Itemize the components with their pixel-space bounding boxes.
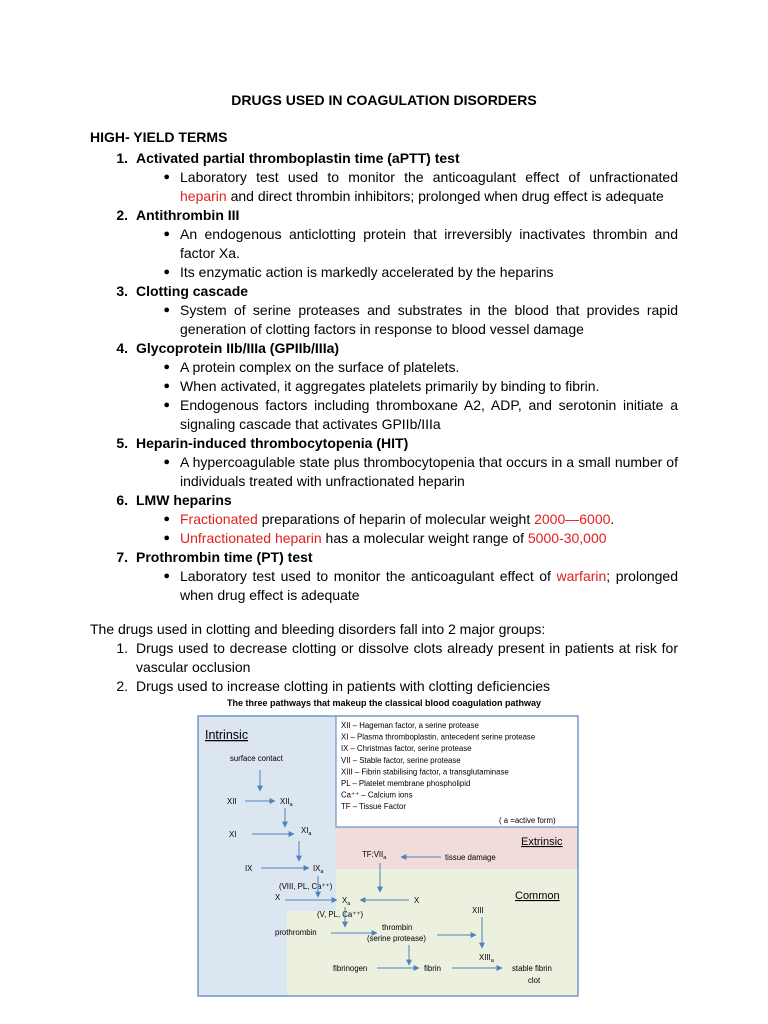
term-heading: [90, 282, 678, 301]
bullet-item: [90, 263, 678, 282]
group-text: Drugs used to increase clotting in patients with clotting deficiencies: [136, 678, 550, 694]
section-heading: HIGH- YIELD TERMS: [90, 129, 228, 145]
label-x-left: X: [275, 893, 281, 902]
group-number: 1.: [116, 640, 128, 656]
label-fibrin: fibrin: [424, 964, 441, 973]
highlighted-term: warfarin: [556, 568, 607, 584]
label-xa: $X_a$: [342, 896, 351, 907]
bullet-text: [180, 225, 678, 263]
term-heading: [90, 491, 678, 510]
label-x-right: X: [414, 896, 420, 905]
bullet-text: [180, 168, 678, 206]
bullet-dot-icon: ●: [163, 228, 170, 240]
bullet-dot-icon: ●: [163, 266, 170, 278]
legend-line: XIII – Fibrin stabilising factor, a transglutaminase: [341, 767, 509, 777]
label-xiii: XIII: [472, 906, 484, 915]
legend-line: VII – Stable factor, serine protease: [341, 755, 461, 765]
bullet-segment: has a molecular weight range of: [321, 530, 528, 546]
label-ixa: $IX_a$: [313, 864, 324, 875]
label-surface-contact: surface contact: [230, 754, 283, 763]
page-title: DRUGS USED IN COAGULATION DISORDERS: [231, 92, 537, 108]
term-item: [90, 434, 678, 491]
bullet-item: [90, 396, 678, 434]
term-item: [90, 548, 678, 605]
term-item: [90, 339, 678, 434]
bullet-dot-icon: ●: [163, 570, 170, 582]
bullet-item: [90, 301, 678, 339]
label-prothrombin: prothrombin: [275, 928, 317, 937]
bullet-item: [90, 529, 678, 548]
groups-list: [90, 639, 678, 696]
bullet-dot-icon: ●: [163, 380, 170, 392]
legend-line: IX – Christmas factor, serine protease: [341, 744, 472, 754]
bullet-dot-icon: ●: [163, 456, 170, 468]
bullet-text: [180, 567, 678, 605]
bullet-item: [90, 358, 678, 377]
bullet-dot-icon: ●: [163, 304, 170, 316]
bullet-segment: preparations of heparin of molecular weight: [257, 511, 535, 527]
bullet-dot-icon: ●: [163, 532, 170, 544]
term-bullets: [90, 453, 678, 491]
term-heading: [90, 149, 678, 168]
highlighted-term: heparin: [180, 188, 227, 204]
bullet-segment: ; prolonged when drug effect is adequate: [180, 568, 679, 603]
term-title-text: Prothrombin time (PT) test: [136, 549, 313, 565]
term-item: [90, 491, 678, 548]
label-v-pl-ca: (V, PL, Ca⁺⁺): [317, 910, 364, 919]
group-item: [90, 639, 678, 677]
term-item: [90, 149, 678, 206]
bullet-item: [90, 510, 678, 529]
label-xi: XI: [229, 830, 237, 839]
term-heading: [90, 339, 678, 358]
term-number: 6.: [116, 492, 128, 508]
bullet-dot-icon: ●: [163, 399, 170, 411]
bullet-item: [90, 225, 678, 263]
bullet-text: [180, 510, 678, 529]
bullet-segment: When activated, it aggregates platelets primarily by binding to fibrin.: [180, 378, 600, 394]
label-viii-pl-ca: (VIII, PL, Ca⁺⁺): [279, 882, 333, 891]
bullet-segment: An endogenous anticlotting protein that irreversibly inactivates thrombin and factor Xa.: [180, 226, 678, 261]
label-tf-vii: $TF:VII_a$: [362, 850, 387, 861]
bullet-item: [90, 377, 678, 396]
term-number: 3.: [116, 283, 128, 299]
term-number: 2.: [116, 207, 128, 223]
highlighted-term: Unfractionated heparin: [180, 530, 322, 546]
bullet-text: [180, 263, 678, 282]
highlighted-term: Fractionated: [180, 511, 258, 527]
term-number: 4.: [116, 340, 128, 356]
bullet-segment: and direct thrombin inhibitors; prolonged when drug effect is adequate: [226, 188, 664, 204]
bullet-segment: A protein complex on the surface of platelets.: [180, 359, 460, 375]
label-thrombin: thrombin: [382, 923, 413, 932]
legend-line: Ca⁺⁺ – Calcium ions: [341, 790, 413, 800]
bullet-segment: A hypercoagulable state plus thrombocytopenia that occurs in a small number of individuals treated with unfractionated heparin: [180, 454, 678, 489]
legend-note: ( a =active form): [499, 816, 556, 825]
term-bullets: [90, 301, 678, 339]
term-bullets: [90, 225, 678, 282]
label-stable-fibrin: stable fibrin: [512, 964, 552, 973]
term-number: 1.: [116, 150, 128, 166]
label-xiiia: $XIII_a$: [479, 953, 494, 964]
bullet-segment: Laboratory test used to monitor the anticoagulant effect of unfractionated: [180, 169, 678, 185]
term-bullets: [90, 510, 678, 548]
bullet-item: [90, 567, 678, 605]
bullet-text: [180, 377, 678, 396]
term-heading: [90, 548, 678, 567]
label-tissue-damage: tissue damage: [445, 853, 496, 862]
term-title-text: LMW heparins: [136, 492, 232, 508]
bullet-text: [180, 396, 678, 434]
extrinsic-region: [336, 827, 578, 869]
bullet-segment: Endogenous factors including thromboxane A2, ADP, and serotonin initiate a signaling cascade that activates GPIIb/IIIa: [180, 397, 678, 432]
term-item: [90, 282, 678, 339]
term-title-text: Activated partial thromboplastin time (aPTT) test: [136, 150, 460, 166]
bullet-segment: Its enzymatic action is markedly accelerated by the heparins: [180, 264, 554, 280]
bullet-text: [180, 301, 678, 339]
terms-list: [90, 149, 678, 605]
coagulation-diagram: [197, 715, 579, 997]
legend-line: PL – Platelet membrane phospholipid: [341, 779, 471, 788]
term-title-text: Heparin-induced thrombocytopenia (HIT): [136, 435, 409, 451]
bullet-text: [180, 453, 678, 491]
label-xiia: $XII_a$: [280, 797, 293, 808]
label-ix: IX: [245, 864, 253, 873]
legend-line: XII – Hageman factor, a serine protease: [341, 721, 479, 730]
label-fibrinogen: fibrinogen: [333, 964, 368, 973]
label-serine-protease: (serine protease): [367, 934, 426, 943]
intrinsic-heading: Intrinsic: [205, 728, 249, 742]
label-xii: XII: [227, 797, 237, 806]
bullet-item: [90, 168, 678, 206]
bullet-dot-icon: ●: [163, 171, 170, 183]
term-title-text: Glycoprotein IIb/IIIa (GPIIb/IIIa): [136, 340, 340, 356]
term-bullets: [90, 168, 678, 206]
bullet-text: [180, 358, 678, 377]
term-title-text: Antithrombin III: [136, 207, 240, 223]
group-number: 2.: [116, 678, 128, 694]
bullet-item: [90, 453, 678, 491]
bullet-dot-icon: ●: [163, 513, 170, 525]
bullet-text: [180, 529, 678, 548]
highlighted-term: 2000—6000: [534, 511, 611, 527]
label-xia: $XI_a$: [301, 826, 312, 837]
term-number: 5.: [116, 435, 128, 451]
term-title-text: Clotting cascade: [136, 283, 249, 299]
term-item: [90, 206, 678, 282]
legend-line: TF – Tissue Factor: [341, 802, 406, 812]
term-number: 7.: [116, 549, 128, 565]
term-bullets: [90, 358, 678, 434]
bullet-segment: .: [610, 511, 615, 527]
term-heading: [90, 206, 678, 225]
common-heading: Common: [515, 890, 560, 902]
highlighted-term: 5000-30,000: [527, 530, 607, 546]
bullet-dot-icon: ●: [163, 361, 170, 373]
extrinsic-heading: Extrinsic: [521, 836, 563, 848]
term-bullets: [90, 567, 678, 605]
groups-intro: The drugs used in clotting and bleeding disorders fall into 2 major groups:: [90, 621, 546, 637]
legend-line: XI – Plasma thromboplastin, antecedent serine protease: [341, 732, 536, 742]
group-text: Drugs used to decrease clotting or dissolve clots already present in patients at risk for vascular occlusion: [136, 640, 678, 675]
term-heading: [90, 434, 678, 453]
group-item: [90, 677, 678, 696]
bullet-segment: Laboratory test used to monitor the anticoagulant effect of: [180, 568, 557, 584]
bullet-segment: System of serine proteases and substrates in the blood that provides rapid generation of clotting factors in response to blood vessel damage: [180, 302, 678, 337]
label-clot: clot: [528, 976, 541, 985]
figure-title: The three pathways that makeup the classical blood coagulation pathway: [226, 698, 542, 708]
